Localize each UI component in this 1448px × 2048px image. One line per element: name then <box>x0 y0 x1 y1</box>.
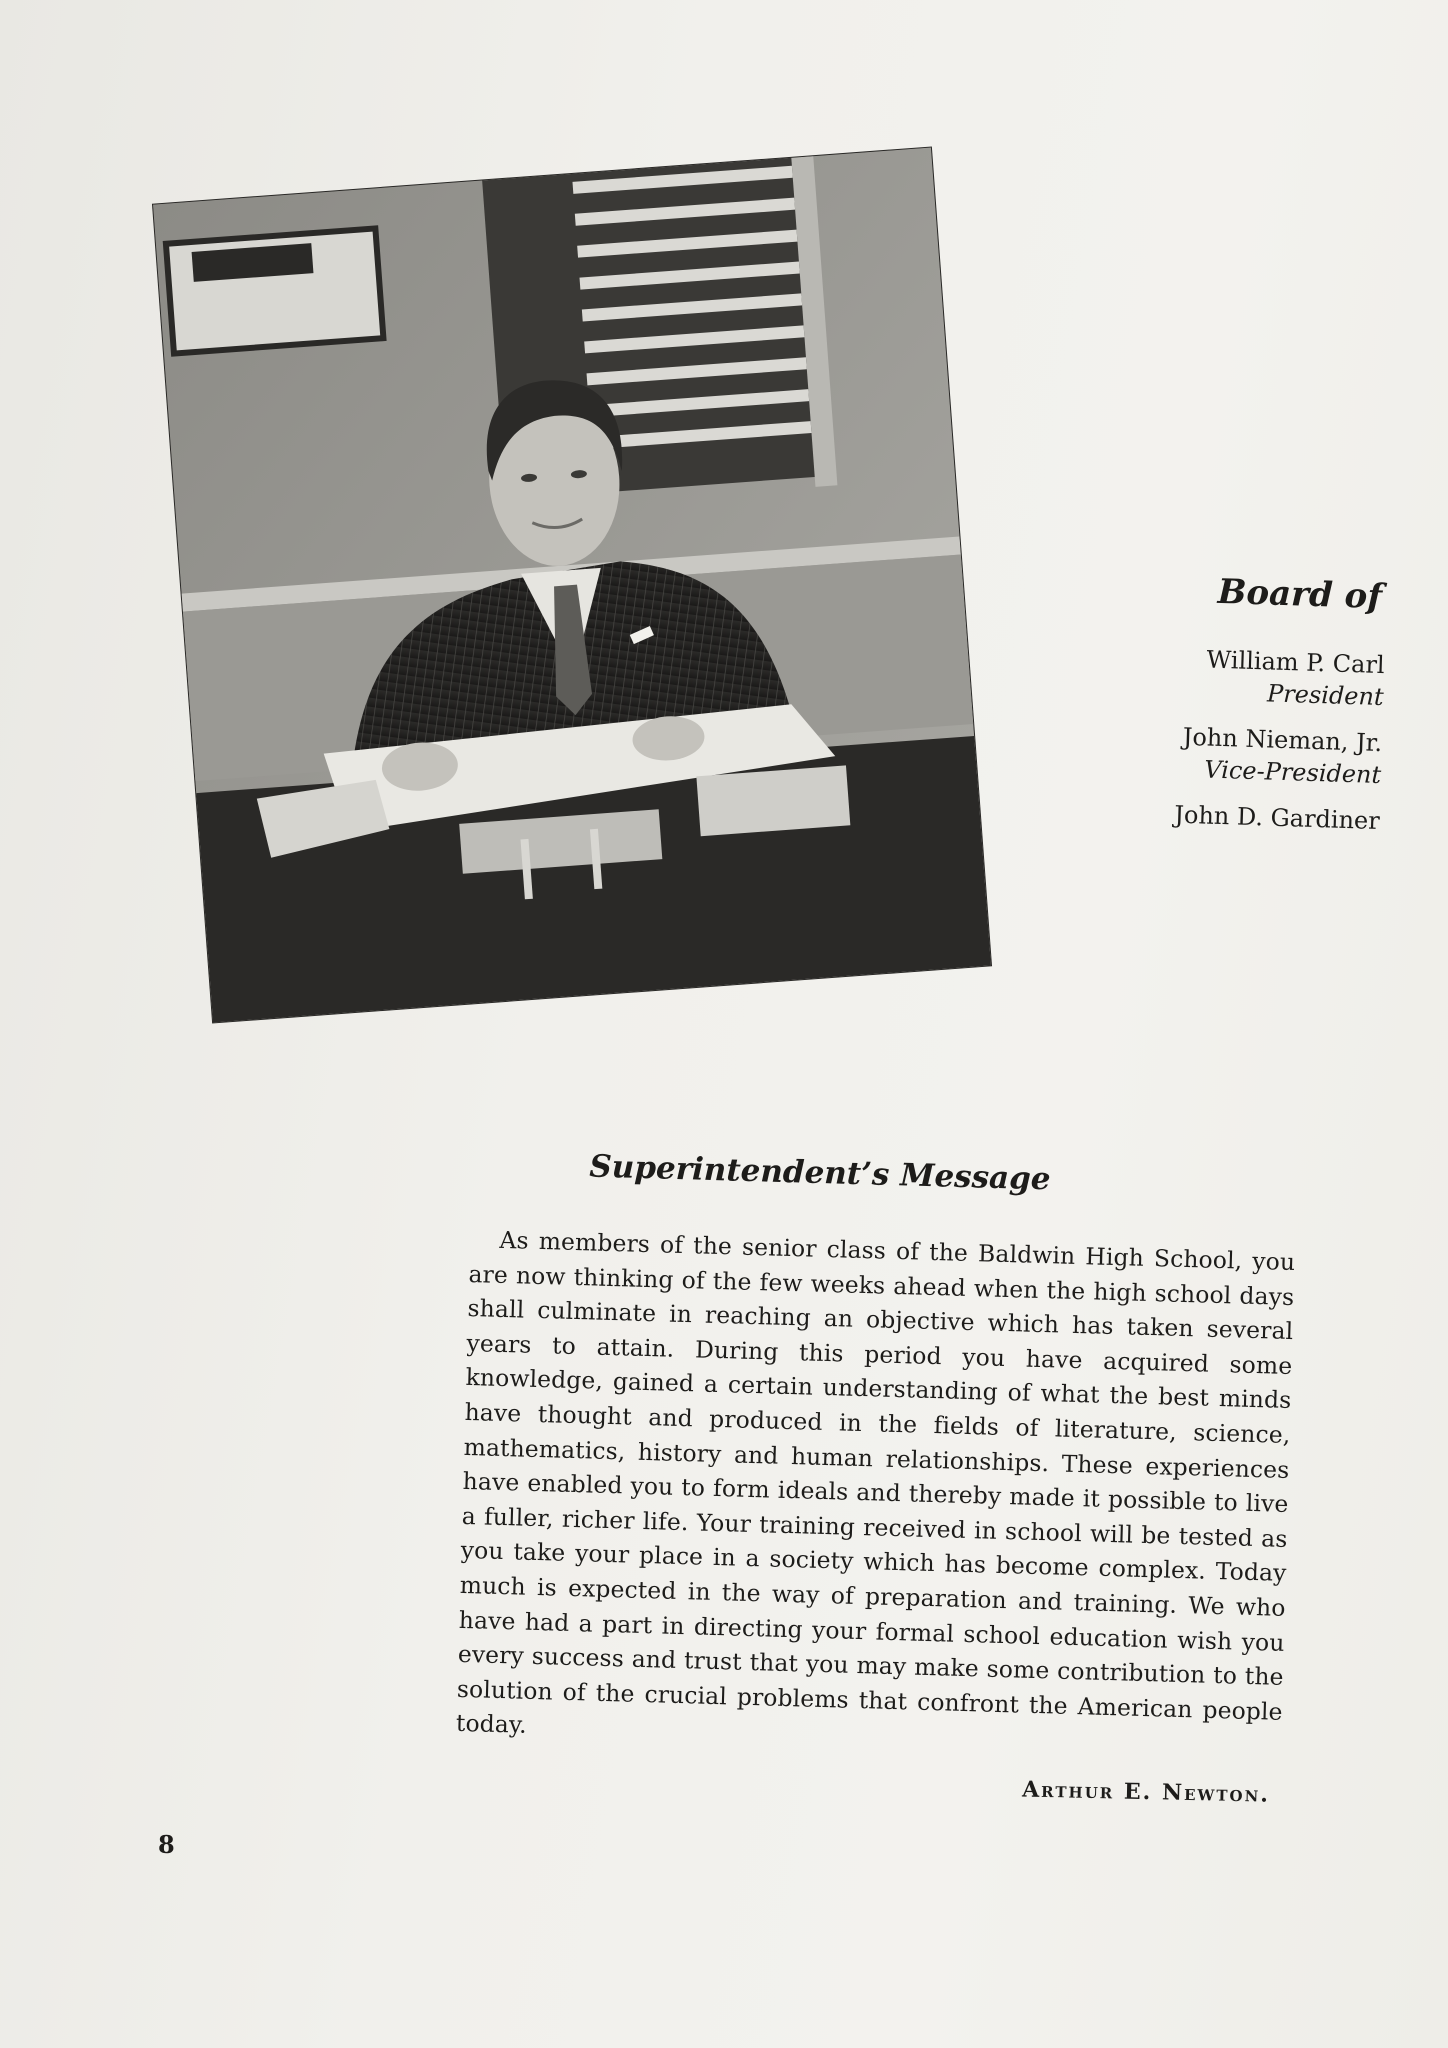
board-member <box>1061 639 1385 713</box>
message-title: Superintendent’s Message <box>588 1148 1052 1198</box>
message-paragraph: As members of the senior class of the Baldwin High School, you are now thinking of the few weeks ahead when the high school days shall culminate in reaching an objective which has taken several years to attain. During this period you have acquired some knowledge, gained a certain understanding of what the best minds have thought and produced in the fields of literature, science, mathematics, history and human relationships. These experiences have enabled you to form ideals and thereby made it possible to live a fuller, richer life. Your training received in school will be tested as you take your place in a society which has become complex. Today much is expected in the way of preparation and training. We who have had a part in directing your formal school education wish you every success and trust that you may make some contribution to the solution of the crucial problems that confront the American people today. <box>455 1225 1296 1740</box>
member-role: President <box>1266 679 1385 712</box>
member-name: William P. Carl <box>1206 645 1386 680</box>
board-member <box>1059 717 1383 791</box>
superintendent-photo <box>153 148 991 1023</box>
page-number: 8 <box>158 1830 175 1859</box>
board-member-list <box>1057 639 1385 851</box>
member-name: John Nieman, Jr. <box>1182 722 1383 758</box>
board-heading: Board of <box>1217 571 1383 618</box>
message-body <box>456 1222 1296 1764</box>
board-member <box>1057 795 1380 837</box>
photo-illustration <box>153 148 991 1023</box>
member-role: Vice-President <box>1203 755 1382 790</box>
member-name: John D. Gardiner <box>1173 800 1381 836</box>
message-signature: Arthur E. Newton. <box>1021 1776 1271 1808</box>
